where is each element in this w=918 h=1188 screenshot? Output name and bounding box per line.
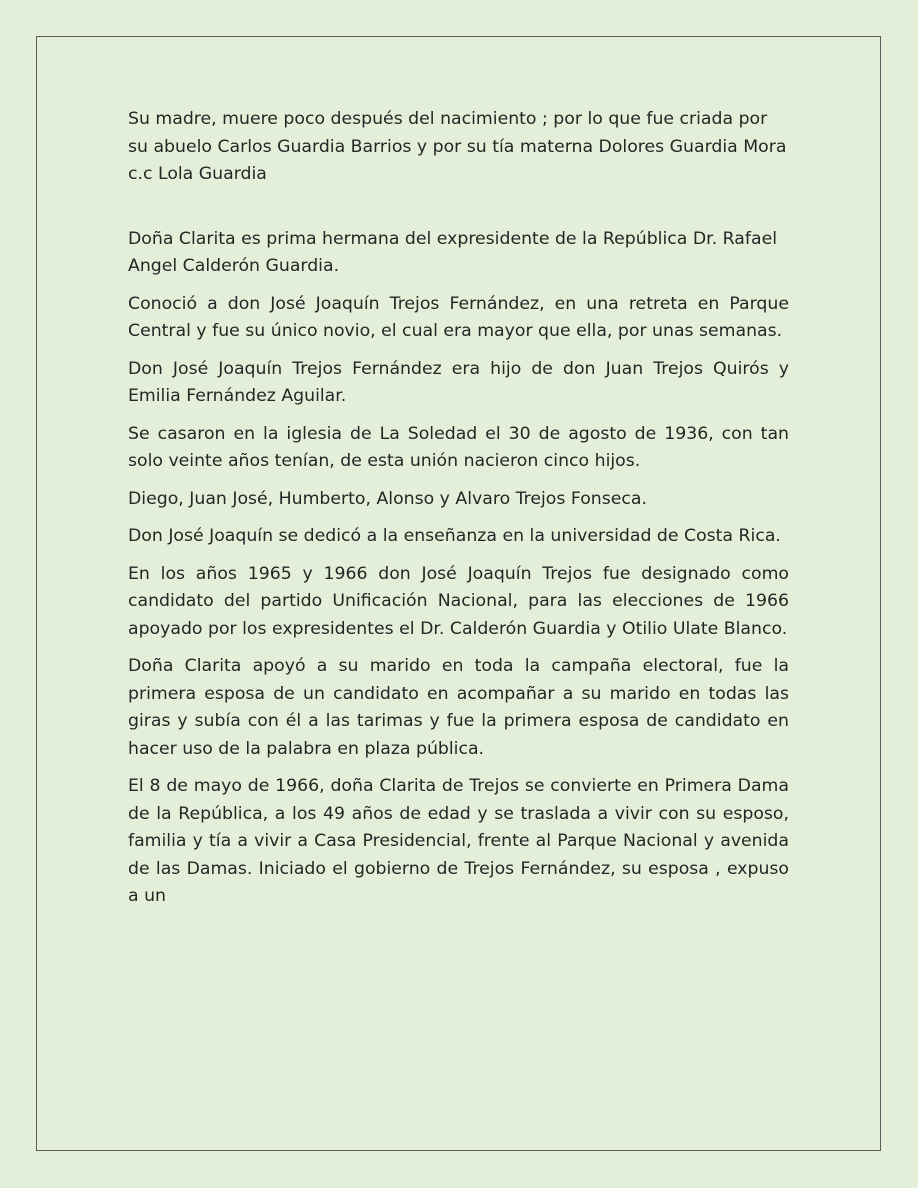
paragraph-teaching: Don José Joaquín se dedicó a la enseñanza en la universidad de Costa Rica. (128, 526, 781, 546)
paragraph-candidacy: En los años 1965 y 1966 don José Joaquín Trejos fue designado como candidato del partido Unificación Nacional, para las elecciones de 1966 apoyado por los expresidentes el Dr. Calderón Guardia y Otilio Ulate Blanco. (128, 563, 789, 639)
paragraph-children: Diego, Juan José, Humberto, Alonso y Alvaro Trejos Fonseca. (128, 488, 647, 509)
paragraph-husband-parents: Don José Joaquín Trejos Fernández era hijo de don Juan Trejos Quirós y Emilia Fernández Aguilar. (128, 358, 789, 406)
document-body (128, 106, 789, 921)
paragraph-marriage: Se casaron en la iglesia de La Soledad el 30 de agosto de 1936, con tan solo veinte años tenían, de esta unión nacieron cinco hijos. (128, 423, 789, 471)
paragraph-first-lady: El 8 de mayo de 1966, doña Clarita de Trejos se convierte en Primera Dama de la República, a los 49 años de edad y se traslada a vivir con su esposo, familia y tía a vivir a Casa Presidencial, frente al Parque Nacional y avenida de las Damas. Iniciado el gobierno de Trejos Fernández, su esposa , expuso a un (128, 776, 789, 906)
paragraph-campaign: Doña Clarita apoyó a su marido en toda la campaña electoral, fue la primera esposa de un candidato en acompañar a su marido en todas las giras y subía con él a las tarimas y fue la primera esposa de candidato en hacer uso de la palabra en plaza pública. (128, 656, 789, 759)
paragraph-met-husband: Conoció a don José Joaquín Trejos Fernández, en una retreta en Parque Central y fue su único novio, el cual era mayor que ella, por unas semanas. (128, 293, 789, 341)
paragraph-mother: Su madre, muere poco después del nacimiento ; por lo que fue criada por su abuelo Carlos Guardia Barrios y por su tía materna Dolores Guardia Mora c.c Lola Guardia (128, 109, 787, 184)
paragraph-cousin: Doña Clarita es prima hermana del expresidente de la República Dr. Rafael Angel Calderón Guardia. (128, 228, 777, 276)
